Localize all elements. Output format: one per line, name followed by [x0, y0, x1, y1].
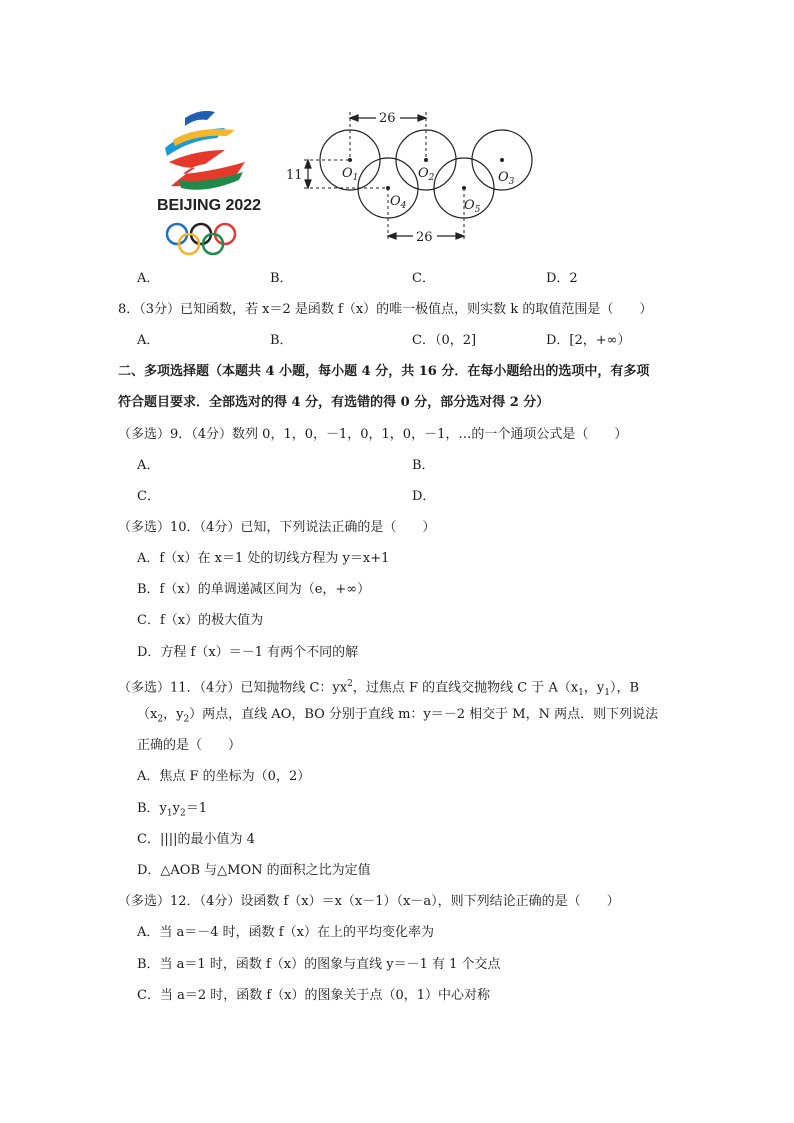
dim-top-label: 26: [379, 111, 396, 126]
q9-option-d: D．: [412, 489, 436, 504]
svg-text:O4: $O_4$: [390, 194, 407, 211]
q12-option-b: B．当 a＝1 时，函数 f（x）的图象与直线 y＝－1 有 1 个交点: [137, 957, 501, 972]
svg-text:O3: $O_3$: [498, 170, 515, 187]
q11-stem: （多选）11．（4分）已知抛物线 C：$yx^2$，过焦点 F 的直线交抛物线 C 于 $A(x_1$，$y_1$），B: [118, 679, 640, 698]
q10-stem: （多选）10．（4分）已知，下列说法正确的是（ ）: [118, 520, 436, 535]
olympic-rings-icon: [167, 224, 235, 254]
beijing-2022-logo: [155, 100, 267, 260]
q9-option-a: A．: [137, 458, 160, 473]
dim-side-label: 11: [286, 168, 303, 183]
svg-text:O1: $O_1$: [342, 166, 359, 183]
emblem-icon: [165, 111, 245, 190]
rings-diagram: [282, 104, 542, 254]
label-o2: O: [418, 166, 429, 181]
q10-option-d: D．方程 f（x）＝－1 有两个不同的解: [137, 645, 359, 660]
q8-option-b: B．: [270, 333, 293, 348]
logo-text: BEIJING 2022: [157, 197, 262, 214]
q9-stem: （多选）9．（4分）数列 0，1，0，－1，0，1，0，－1，…的一个通项公式是（ ）: [118, 427, 628, 442]
q11-option-a: A．焦点 F 的坐标为（0，2）: [137, 769, 311, 784]
svg-text:O5: $O_5$: [464, 198, 481, 215]
q8-stem: 8．（3分）已知函数，若 x＝2 是函数 f（x）的唯一极值点，则实数 k 的取值范围是（ ）: [118, 302, 653, 317]
q7-option-d: D．2: [546, 271, 578, 286]
q8-option-a: A．: [137, 333, 160, 348]
section-2-heading-line1: 二、多项选择题（本题共 4 小题，每小题 4 分，共 16 分．在每小题给出的选项中，有多项: [118, 364, 650, 379]
label-o5: O: [464, 198, 475, 213]
q12-option-a: A．当 a＝－4 时，函数 f（x）在上的平均变化率为: [137, 925, 434, 940]
q11-option-b: B．$y_1y_2=1$: [137, 801, 208, 819]
q11-option-c: C．||||的最小值为 4: [137, 832, 255, 847]
label-o4: O: [390, 194, 401, 209]
q7-option-a: A．: [137, 271, 160, 286]
q12-option-c: C．当 a＝2 时，函数 f（x）的图象关于点（0，1）中心对称: [137, 988, 491, 1003]
dim-bottom-label: 26: [416, 230, 433, 245]
q7-option-b: B．: [270, 271, 293, 286]
q10-option-b: B．f（x）的单调递减区间为（e，+∞）: [137, 582, 371, 597]
q10-option-c: C．f（x）的极大值为: [137, 613, 264, 628]
q10-option-a: A．f（x）在 x＝1 处的切线方程为 y＝x+1: [137, 551, 390, 566]
label-o3: O: [498, 170, 509, 185]
q11-option-d: D．△AOB 与△MON 的面积之比为定值: [137, 863, 371, 878]
section-2-heading-line2: 符合题目要求．全部选对的得 4 分，有选错的得 0 分，部分选对得 2 分）: [118, 395, 550, 410]
q11-stem-line3: 正确的是（ ）: [137, 738, 242, 753]
q7-option-c: C．: [412, 271, 435, 286]
q8-option-d: D．[2，+∞）: [546, 333, 631, 348]
q11-stem-line2: （$x_2$，$y_2$）两点，直线 AO，BO 分别于直线 m：y＝－2 相交于 M，N 两点．则下列说法: [137, 707, 659, 725]
q12-stem: （多选）12．（4分）设函数 f（x）＝x（x－1）（x－a），则下列结论正确的是（ ）: [118, 894, 620, 909]
q8-option-c: C．（0，2]: [412, 333, 477, 348]
q9-option-c: C．: [137, 489, 160, 504]
svg-text:O2: $O_2$: [418, 166, 435, 183]
q9-option-b: B．: [412, 458, 435, 473]
label-o1: O: [342, 166, 353, 181]
